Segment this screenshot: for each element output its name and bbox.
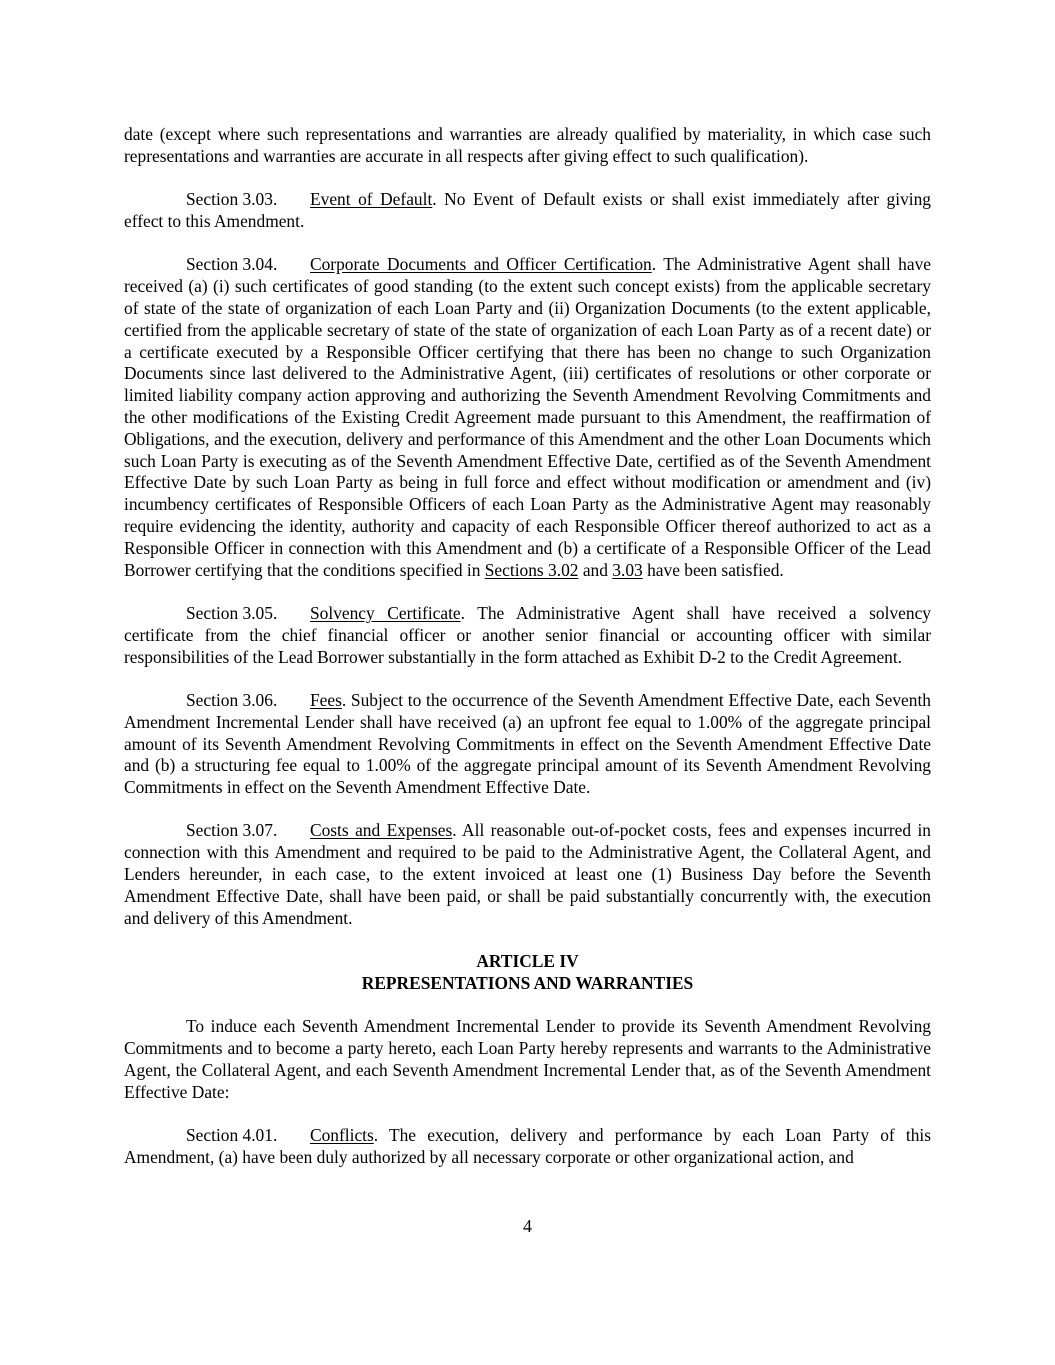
section-title: Corporate Documents and Officer Certification [310,254,652,275]
paragraph-continuation: date (except where such representations and warranties are already qualified by materiality, in which case such representations and warranties are accurate in all respects after giving effect to such qualification). [124,124,931,166]
section-text: . All reasonable out-of-pocket costs, fees and expenses incurred in connection with this Amendment and required to be paid to the Administrative Agent, the Collateral Agent, and Lenders hereunder, in each case, to the extent invoiced at least one (1) Business Day before the Seventh Amendment Effective Date, shall have been paid, or shall be paid substantially concurrently with, the execution and delivery of this Amendment. [124,820,931,928]
article-heading [124,951,931,995]
cross-reference: Sections 3.02 [484,559,579,580]
section-number: Section 3.03. [186,189,278,210]
page-number: 4 [523,1216,532,1236]
section-text: . The Administrative Agent shall have received a solvency certificate from the chief financial officer or another senior financial or accounting officer with similar responsibilities of the Lead Borrower substantially in the form attached as Exhibit D-2 to the Credit Agreement. [124,602,931,667]
section-title: Event of Default [310,189,433,210]
section-title: Costs and Expenses [310,820,453,841]
section-number: Section 3.05. [186,602,278,623]
article-number: ARTICLE IV [476,951,579,972]
article-title: REPRESENTATIONS AND WARRANTIES [361,972,694,993]
section-text: . Subject to the occurrence of the Seventh Amendment Effective Date, each Seventh Amendment Incremental Lender shall have received (a) an upfront fee equal to 1.00% of the aggregate principal amount of its Seventh Amendment Revolving Commitments in effect on the Seventh Amendment Effective Date and (b) a structuring fee equal to 1.00% of the aggregate principal amount of its Seventh Amendment Revolving Commitments in effect on the Seventh Amendment Effective Date. [124,689,931,798]
cross-reference: 3.03 [612,559,643,580]
section-number: Section 4.01. [186,1125,278,1146]
article-intro: To induce each Seventh Amendment Incremental Lender to provide its Seventh Amendment Revolving Commitments and to become a party hereto, each Loan Party hereby represents and warrants to the Administrative Agent, the Collateral Agent, and each Seventh Amendment Incremental Lender that, as of the Seventh Amendment Effective Date: [124,1016,931,1102]
section-3-03 [124,189,931,233]
section-4-01 [124,1125,931,1169]
section-3-04 [124,254,931,581]
section-title: Solvency Certificate [310,602,461,623]
section-number: Section 3.04. [186,254,278,275]
section-text: have been satisfied. [642,559,784,580]
section-number: Section 3.07. [186,820,278,841]
section-3-07 [124,820,931,929]
section-3-06 [124,690,931,799]
section-text: and [578,559,613,580]
section-text: . No Event of Default exists or shall exist immediately after giving effect to this Amendment. [124,189,931,231]
section-text: . The execution, delivery and performance by each Loan Party of this Amendment, (a) have been duly authorized by all necessary corporate or other organizational action, and [124,1125,931,1167]
document-page [124,124,931,1190]
section-title: Conflicts [310,1125,374,1146]
section-text: . The Administrative Agent shall have received (a) (i) such certificates of good standing (to the extent such concept exists) from the applicable secretary of state of the state of organization of each Loan Party and (ii) Organization Documents (to the extent applicable, certified from the applicable secretary of state of the state of organization of each Loan Party as of a recent date) or a certificate executed by a Responsible Officer certifying that there has been no change to such Organization Documents since last delivered to the Administrative Agent, (iii) certificates of resolutions or other corporate or limited liability company action approving and authorizing the Seventh Amendment Revolving Commitments and the other modifications of the Existing Credit Agreement made pursuant to this Amendment, the reaffirmation of Obligations, and the execution, delivery and performance of this Amendment and the other Loan Documents which such Loan Party is executing as of the Seventh Amendment Effective Date, certified as of the Seventh Amendment Effective Date by such Loan Party as being in full force and effect without modification or amendment and (iv) incumbency certificates of Responsible Officers of each Loan Party as the Administrative Agent may reasonably require evidencing the identity, authority and capacity of each Responsible Officer thereof authorized to act as a Responsible Officer in connection with this Amendment and (b) a certificate of a Responsible Officer of the Lead Borrower certifying that the conditions specified in [124,254,931,580]
section-title: Fees [310,689,342,710]
section-3-05 [124,603,931,668]
section-number: Section 3.06. [186,689,278,710]
